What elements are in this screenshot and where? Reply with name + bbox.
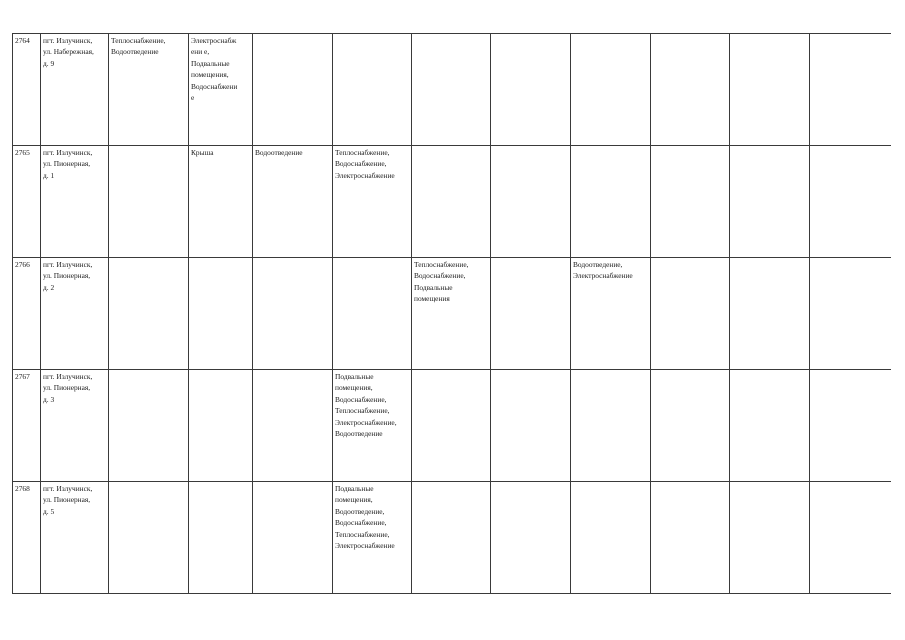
row-number: 2764 <box>13 34 41 146</box>
table-row <box>13 34 891 146</box>
row-number: 2768 <box>13 482 41 594</box>
col-11-cell <box>730 482 810 594</box>
col-5-cell <box>253 34 333 146</box>
col-12-cell <box>810 258 891 370</box>
col-12-cell <box>810 370 891 482</box>
col-9-cell <box>571 34 651 146</box>
col-8-cell <box>491 370 571 482</box>
col-7-cell: Теплоснабжение, Водоснабжение, Подвальные помещения <box>412 258 491 370</box>
col-6-cell <box>333 34 412 146</box>
col-12-cell <box>810 34 891 146</box>
col-7-cell <box>412 482 491 594</box>
col-6-cell: Подвальные помещения, Водоотведение, Водоснабжение, Теплоснабжение, Электроснабжение <box>333 482 412 594</box>
row-number: 2766 <box>13 258 41 370</box>
col-3-cell <box>109 258 189 370</box>
col-11-cell <box>730 34 810 146</box>
address-cell: пгт. Излучинск, ул. Пионерная, д. 2 <box>41 258 109 370</box>
col-10-cell <box>651 34 730 146</box>
address-cell: пгт. Излучинск, ул. Пионерная, д. 3 <box>41 370 109 482</box>
col-3-cell <box>109 370 189 482</box>
col-11-cell <box>730 258 810 370</box>
col-4-cell <box>189 482 253 594</box>
col-4-cell: Крыша <box>189 146 253 258</box>
table-row <box>13 258 891 370</box>
col-3-cell <box>109 146 189 258</box>
col-8-cell <box>491 146 571 258</box>
col-8-cell <box>491 258 571 370</box>
col-6-cell: Подвальные помещения, Водоснабжение, Теплоснабжение, Электроснабжение, Водоотведение <box>333 370 412 482</box>
col-5-cell <box>253 370 333 482</box>
col-5-cell: Водоотведение <box>253 146 333 258</box>
col-6-cell <box>333 258 412 370</box>
col-8-cell <box>491 34 571 146</box>
address-cell: пгт. Излучинск, ул. Пионерная, д. 1 <box>41 146 109 258</box>
col-9-cell <box>571 370 651 482</box>
col-11-cell <box>730 146 810 258</box>
col-5-cell <box>253 482 333 594</box>
col-9-cell <box>571 482 651 594</box>
col-10-cell <box>651 146 730 258</box>
col-7-cell <box>412 146 491 258</box>
col-12-cell <box>810 146 891 258</box>
address-cell: пгт. Излучинск, ул. Набережная, д. 9 <box>41 34 109 146</box>
col-3-cell <box>109 482 189 594</box>
col-12-cell <box>810 482 891 594</box>
col-10-cell <box>651 482 730 594</box>
col-7-cell <box>412 370 491 482</box>
col-4-cell <box>189 258 253 370</box>
col-10-cell <box>651 258 730 370</box>
col-11-cell <box>730 370 810 482</box>
works-table <box>12 33 891 594</box>
col-7-cell <box>412 34 491 146</box>
address-cell: пгт. Излучинск, ул. Пионерная, д. 5 <box>41 482 109 594</box>
col-10-cell <box>651 370 730 482</box>
col-6-cell: Теплоснабжение, Водоснабжение, Электроснабжение <box>333 146 412 258</box>
col-9-cell <box>571 146 651 258</box>
col-3-cell: Теплоснабжение, Водоотведение <box>109 34 189 146</box>
table-row <box>13 482 891 594</box>
row-number: 2767 <box>13 370 41 482</box>
row-number: 2765 <box>13 146 41 258</box>
col-5-cell <box>253 258 333 370</box>
table-row <box>13 146 891 258</box>
table-row <box>13 370 891 482</box>
table-body <box>13 34 891 594</box>
col-8-cell <box>491 482 571 594</box>
col-9-cell: Водоотведение, Электроснабжение <box>571 258 651 370</box>
col-4-cell: Электроснабж ени е, Подвальные помещения, Водоснабжени е <box>189 34 253 146</box>
col-4-cell <box>189 370 253 482</box>
